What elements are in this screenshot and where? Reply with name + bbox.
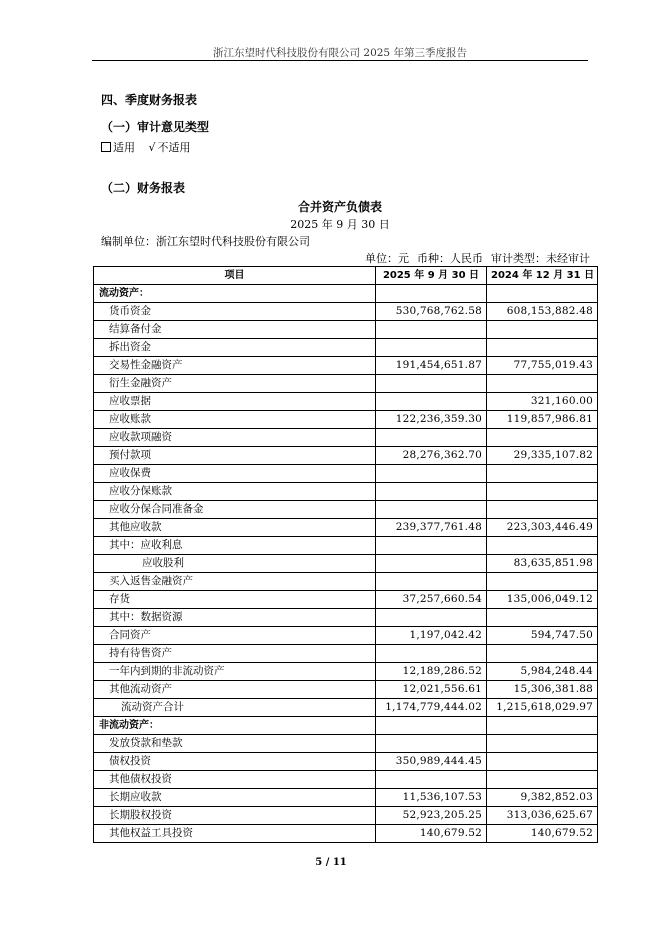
table-row [94, 825, 598, 843]
row-value-previous [487, 717, 598, 735]
row-value-previous [487, 339, 598, 357]
row-item-label: 买入返售金融资产 [94, 573, 376, 591]
row-item-label: 其他流动资产 [94, 681, 376, 699]
row-item-label: 应收分保账款 [94, 483, 376, 501]
row-value-current [376, 393, 487, 411]
row-item-label: 应收账款 [94, 411, 376, 429]
row-value-current: 530,768,762.58 [376, 303, 487, 321]
row-value-current: 140,679.52 [376, 825, 487, 843]
audit-opinion-options [101, 139, 191, 155]
unchecked-box-icon [101, 142, 111, 152]
table-row [94, 663, 598, 681]
row-item-label: 流动资产合计 [94, 699, 376, 717]
row-value-previous [487, 501, 598, 519]
row-value-current: 52,923,205.25 [376, 807, 487, 825]
row-value-previous [487, 753, 598, 771]
row-value-previous: 9,382,852.03 [487, 789, 598, 807]
table-row [94, 321, 598, 339]
report-header: 浙江东望时代科技股份有限公司 2025 年第三季度报告 [213, 47, 467, 59]
row-value-current [376, 717, 487, 735]
table-row [94, 519, 598, 537]
balance-sheet-date: 2025 年 9 月 30 日 [290, 218, 390, 231]
table-row [94, 681, 598, 699]
row-item-label: 一年内到期的非流动资产 [94, 663, 376, 681]
row-item-label: 交易性金融资产 [94, 357, 376, 375]
row-item-label: 其他债权投资 [94, 771, 376, 789]
row-value-current: 37,257,660.54 [376, 591, 487, 609]
row-value-previous: 608,153,882.48 [487, 303, 598, 321]
row-value-current: 1,174,779,444.02 [376, 699, 487, 717]
table-row [94, 717, 598, 735]
table-row [94, 339, 598, 357]
row-value-current: 11,536,107.53 [376, 789, 487, 807]
row-item-label: 预付款项 [94, 447, 376, 465]
table-row [94, 573, 598, 591]
row-item-label: 债权投资 [94, 753, 376, 771]
audit-type-label: 审计类型：未经审计 [491, 252, 590, 265]
row-value-previous: 29,335,107.82 [487, 447, 598, 465]
row-value-previous [487, 429, 598, 447]
row-value-previous: 83,635,851.98 [487, 555, 598, 573]
row-value-previous [487, 771, 598, 789]
row-value-previous [487, 609, 598, 627]
row-value-previous: 594,747.50 [487, 627, 598, 645]
row-value-previous: 140,679.52 [487, 825, 598, 843]
option-applicable: 适用 [113, 141, 135, 154]
row-item-label: 流动资产： [94, 285, 376, 303]
page-number: 5 / 11 [315, 857, 347, 868]
row-item-label: 衍生金融资产 [94, 375, 376, 393]
row-value-previous: 321,160.00 [487, 393, 598, 411]
row-value-previous [487, 537, 598, 555]
row-value-current [376, 285, 487, 303]
row-value-previous: 119,857,986.81 [487, 411, 598, 429]
row-value-current: 12,021,556.61 [376, 681, 487, 699]
row-item-label: 其中：数据资源 [94, 609, 376, 627]
financial-statements-heading: （二）财务报表 [101, 181, 186, 195]
table-row [94, 357, 598, 375]
table-row [94, 429, 598, 447]
table-row [94, 555, 598, 573]
table-row [94, 447, 598, 465]
column-header-current: 2025 年 9 月 30 日 [376, 267, 487, 285]
balance-sheet-table [93, 266, 598, 843]
table-row [94, 501, 598, 519]
row-value-previous: 15,306,381.88 [487, 681, 598, 699]
table-row [94, 771, 598, 789]
row-value-previous [487, 321, 598, 339]
row-value-previous: 5,984,248.44 [487, 663, 598, 681]
row-item-label: 其他权益工具投资 [94, 825, 376, 843]
row-item-label: 长期应收款 [94, 789, 376, 807]
row-item-label: 发放贷款和垫款 [94, 735, 376, 753]
row-value-previous [487, 645, 598, 663]
row-value-current [376, 429, 487, 447]
table-row [94, 285, 598, 303]
table-row [94, 483, 598, 501]
row-value-previous [487, 483, 598, 501]
table-row [94, 789, 598, 807]
table-row [94, 411, 598, 429]
row-value-current: 28,276,362.70 [376, 447, 487, 465]
table-row [94, 465, 598, 483]
row-item-label: 其中：应收利息 [94, 537, 376, 555]
compiler-line: 编制单位：浙江东望时代科技股份有限公司 [101, 235, 310, 248]
row-value-previous [487, 573, 598, 591]
table-row [94, 375, 598, 393]
row-item-label: 其他应收款 [94, 519, 376, 537]
balance-sheet-title: 合并资产负债表 [297, 200, 382, 214]
row-item-label: 应收保费 [94, 465, 376, 483]
row-item-label: 合同资产 [94, 627, 376, 645]
row-value-current [376, 339, 487, 357]
table-row [94, 627, 598, 645]
row-value-current [376, 573, 487, 591]
table-row [94, 753, 598, 771]
table-row [94, 645, 598, 663]
table-row [94, 537, 598, 555]
row-item-label: 货币资金 [94, 303, 376, 321]
table-row [94, 591, 598, 609]
row-value-previous [487, 375, 598, 393]
row-item-label: 应收股利 [94, 555, 376, 573]
row-value-previous: 223,303,446.49 [487, 519, 598, 537]
row-value-previous [487, 735, 598, 753]
row-value-current [376, 465, 487, 483]
row-value-previous: 313,036,625.67 [487, 807, 598, 825]
row-value-current: 12,189,286.52 [376, 663, 487, 681]
row-value-previous [487, 465, 598, 483]
table-row [94, 807, 598, 825]
row-value-current: 1,197,042.42 [376, 627, 487, 645]
row-value-current [376, 555, 487, 573]
row-value-current [376, 501, 487, 519]
row-item-label: 应收分保合同准备金 [94, 501, 376, 519]
table-row [94, 735, 598, 753]
row-item-label: 应收款项融资 [94, 429, 376, 447]
column-header-item: 项目 [94, 267, 376, 285]
row-value-previous: 77,755,019.43 [487, 357, 598, 375]
row-value-current [376, 375, 487, 393]
unit-line [357, 250, 590, 266]
option-not-applicable: 不适用 [157, 141, 191, 154]
row-value-previous: 1,215,618,029.97 [487, 699, 598, 717]
unit-label: 单位：元 [365, 252, 409, 265]
row-value-current [376, 771, 487, 789]
row-item-label: 非流动资产： [94, 717, 376, 735]
row-item-label: 结算备付金 [94, 321, 376, 339]
table-row [94, 303, 598, 321]
header-rule [92, 60, 588, 61]
table-row [94, 393, 598, 411]
row-value-current: 239,377,761.48 [376, 519, 487, 537]
audit-opinion-heading: （一）审计意见类型 [101, 120, 210, 134]
row-value-current [376, 321, 487, 339]
table-row [94, 609, 598, 627]
check-mark-icon: √ [148, 141, 156, 154]
row-value-current [376, 483, 487, 501]
row-value-current: 122,236,359.30 [376, 411, 487, 429]
table-header-row [94, 267, 598, 285]
row-value-previous [487, 285, 598, 303]
currency-label: 币种：人民币 [417, 252, 483, 265]
row-item-label: 持有待售资产 [94, 645, 376, 663]
row-value-current: 191,454,651.87 [376, 357, 487, 375]
row-value-current [376, 735, 487, 753]
row-value-current [376, 537, 487, 555]
row-item-label: 应收票据 [94, 393, 376, 411]
row-item-label: 拆出资金 [94, 339, 376, 357]
row-item-label: 存货 [94, 591, 376, 609]
row-value-previous: 135,006,049.12 [487, 591, 598, 609]
column-header-previous: 2024 年 12 月 31 日 [487, 267, 598, 285]
row-value-current: 350,989,444.45 [376, 753, 487, 771]
table-row [94, 699, 598, 717]
row-item-label: 长期股权投资 [94, 807, 376, 825]
section-title-financial-statements: 四、季度财务报表 [101, 93, 198, 107]
row-value-current [376, 645, 487, 663]
row-value-current [376, 609, 487, 627]
